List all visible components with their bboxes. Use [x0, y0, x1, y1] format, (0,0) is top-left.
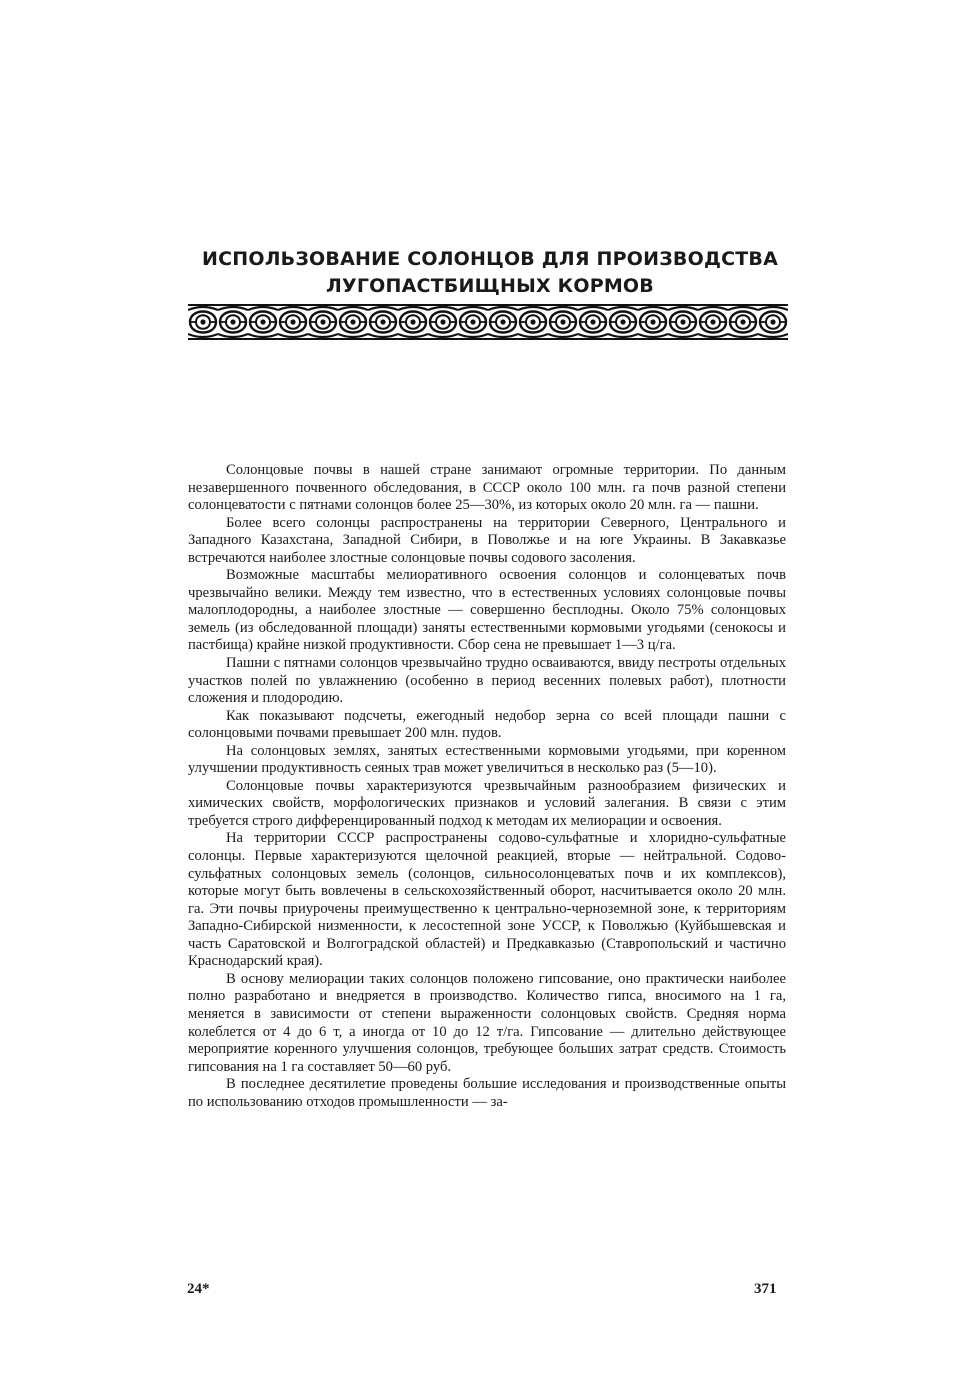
decorative-ornament-band — [188, 304, 788, 340]
paragraph: В последнее десятилетие проведены большие исследования и производственные опыты по использованию отходов промышленности — за- — [188, 1076, 786, 1110]
paragraph: На территории СССР распространены содово-сульфатные и хлоридно-сульфатные солонцы. Первые характеризуются щелочной реакцией, вторые — нейтральной. Содово-сульфатных солонцовых земель (солонцов, сильносолонцеватых почв и их комплексов), которые могут быть вовлечены в сельскохозяйственный оборот, насчитывается около 20 млн. га. Эти почвы приурочены преимущественно к центрально-черноземной зоне, к территориям Западно-Сибирской низменности, к лесостепной зоне УССР, к Поволжью (Куйбышевская и часть Саратовской и Волгоградской областей) и Предкавказью (Ставропольский и частично Краснодарский края). — [188, 830, 786, 970]
article-body — [188, 462, 786, 1111]
paragraph: Пашни с пятнами солонцов чрезвычайно трудно осваиваются, ввиду пестроты отдельных участков полей по увлажнению (особенно в период весенних полевых работ), плотности сложения и плодородию. — [188, 655, 786, 707]
article-title-line-1: ИСПОЛЬЗОВАНИЕ СОЛОНЦОВ ДЛЯ ПРОИЗВОДСТВА — [202, 248, 778, 270]
article-title — [180, 246, 800, 300]
paragraph: Солонцовые почвы характеризуются чрезвычайным разнообразием физических и химических свойств, морфологических признаков и условий залегания. В связи с этим требуется строго дифференцированный подход к методам их мелиорации и освоения. — [188, 777, 786, 829]
paragraph: На солонцовых землях, занятых естественными кормовыми угодьями, при коренном улучшении продуктивность сеяных трав может увеличиться в несколько раз (5—10). — [188, 742, 786, 777]
paragraph: Более всего солонцы распространены на территории Северного, Центрального и Западного Казахстана, Западной Сибири, в Поволжье и на юге Украины. В Закавказье встречаются наиболее злостные солонцовые почвы содового засоления. — [188, 514, 786, 566]
paragraph: Возможные масштабы мелиоративного освоения солонцов и солонцеватых почв чрезвычайно велики. Между тем известно, что в естественных условиях солонцовые почвы малоплодородны, а наиболее злостные — совершенно бесплодны. Около 75% солонцовых земель (из обследованной площади) заняты естественными кормовыми угодьями (сенокосы и пастбища) крайне низкой продуктивности. Сбор сена не превышает 1—3 ц/га. — [188, 567, 786, 654]
paragraph: Солонцовые почвы в нашей стране занимают огромные территории. По данным незавершенного почвенного обследования, в СССР около 100 млн. га почв разной степени солонцеватости с пятнами солонцов более 25—30%, из которых около 20 млн. га — пашни. — [188, 462, 786, 514]
page-number: 371 — [754, 1281, 777, 1297]
paragraph: Как показывают подсчеты, ежегодный недобор зерна со всей площади пашни с солонцовыми почвами превышает 200 млн. пудов. — [188, 707, 786, 742]
signature-mark: 24* — [187, 1281, 210, 1297]
article-title-line-2: ЛУГОПАСТБИЩНЫХ КОРМОВ — [326, 275, 654, 297]
paragraph: В основу мелиорации таких солонцов положено гипсование, оно практически наиболее полно разработано и внедряется в производство. Количество гипса, вносимого на 1 га, меняется в зависимости от степени выраженности солонцовых свойств. Средняя норма колеблется от 4 до 6 т, а иногда от 10 до 12 т/га. Гипсование — длительно действующее мероприятие коренного улучшения солонцов, требующее больших затрат средств. Стоимость гипсования на 1 га составляет 50—60 руб. — [188, 970, 786, 1075]
